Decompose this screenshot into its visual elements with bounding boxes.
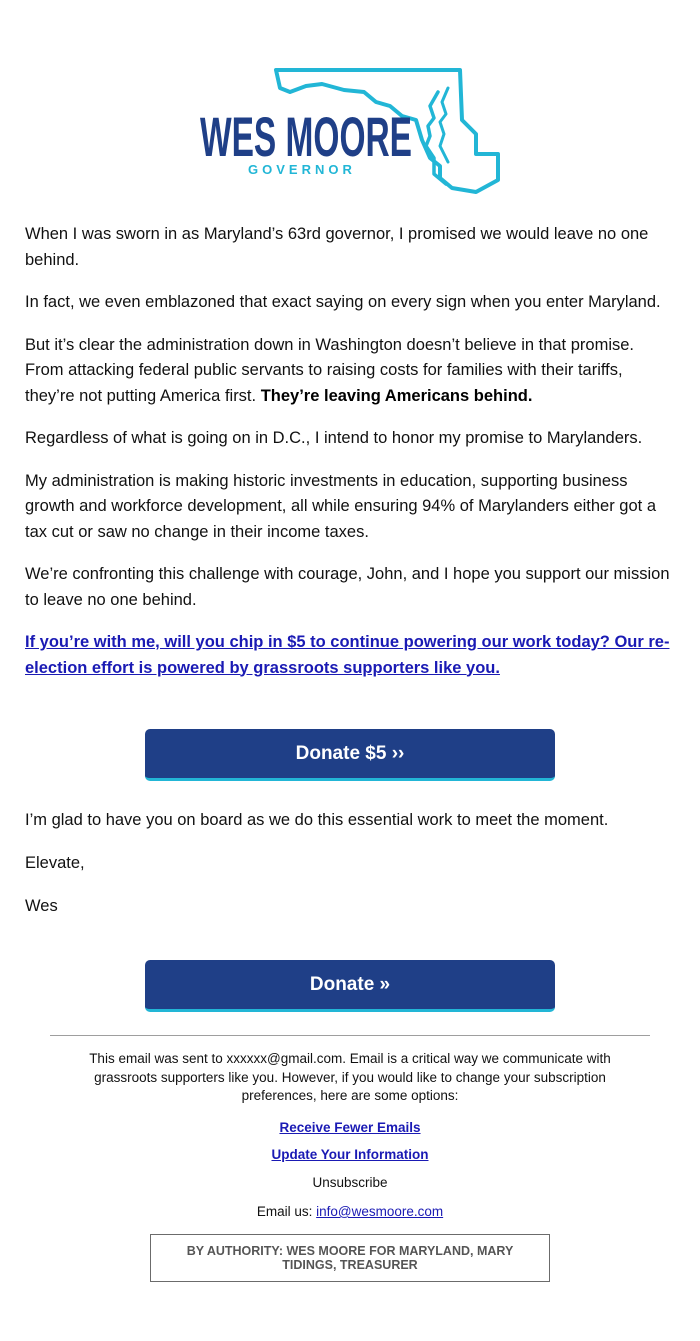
email-us-line [50, 1203, 650, 1222]
cta-donate-link[interactable]: If you’re with me, will you chip in $5 to continue powering our work today? Our re-election effort is powered by grassroots supporters like you. [25, 633, 670, 677]
signoff-line-1: I’m glad to have you on board as we do this essential work to meet the moment. [25, 811, 609, 829]
footer-divider [50, 1035, 650, 1036]
logo-subtitle: GOVERNOR [248, 162, 356, 177]
donate-button[interactable]: Donate » [145, 960, 555, 1012]
email-link[interactable]: info@wesmoore.com [316, 1204, 444, 1219]
signoff [25, 807, 673, 936]
receive-fewer-emails-link[interactable]: Receive Fewer Emails [279, 1120, 421, 1135]
footer [50, 1050, 650, 1219]
wes-moore-logo [190, 62, 510, 197]
paragraph-3-text: But it’s clear the administration down in Washington doesn’t believe in that promise. From attacking federal public servants to raising costs for families with their tariffs, they’re not putting America first. [25, 335, 634, 405]
authority-box: BY AUTHORITY: WES MOORE FOR MARYLAND, MARY TIDINGS, TREASURER [150, 1234, 550, 1282]
paragraph-1: When I was sworn in as Maryland’s 63rd governor, I promised we would leave no one behind. [25, 225, 649, 269]
footer-note: This email was sent to xxxxxx@gmail.com. Email is a critical way we communicate with grassroots supporters like you. However, if you would like to change your subscription preferences, here are some options: [89, 1051, 611, 1103]
signoff-line-2: Elevate, [25, 854, 85, 872]
paragraph-5: My administration is making historic investments in education, supporting business growth and workforce development, all while ensuring 94% of Marylanders either got a tax cut or saw no change in their income taxes. [25, 471, 657, 541]
email-body [25, 222, 673, 698]
unsubscribe-link[interactable]: Unsubscribe [312, 1175, 388, 1190]
donate-5-button[interactable]: Donate $5 ›› [145, 729, 555, 781]
paragraph-6: We’re confronting this challenge with courage, John, and I hope you support our mission to leave no one behind. [25, 565, 670, 609]
paragraph-3-bold: They’re leaving Americans behind. [260, 386, 533, 405]
paragraph-4: Regardless of what is going on in D.C., I intend to honor my promise to Marylanders. [25, 429, 643, 447]
signoff-line-3: Wes [25, 897, 58, 915]
logo-name: WES MOORE [200, 105, 412, 168]
update-information-link[interactable]: Update Your Information [271, 1147, 429, 1162]
cta-paragraph [25, 630, 673, 681]
email-us-label: Email us: [256, 1204, 313, 1219]
paragraph-3 [25, 333, 673, 410]
paragraph-2: In fact, we even emblazoned that exact saying on every sign when you enter Maryland. [25, 293, 661, 311]
maryland-outline-icon [190, 62, 510, 197]
